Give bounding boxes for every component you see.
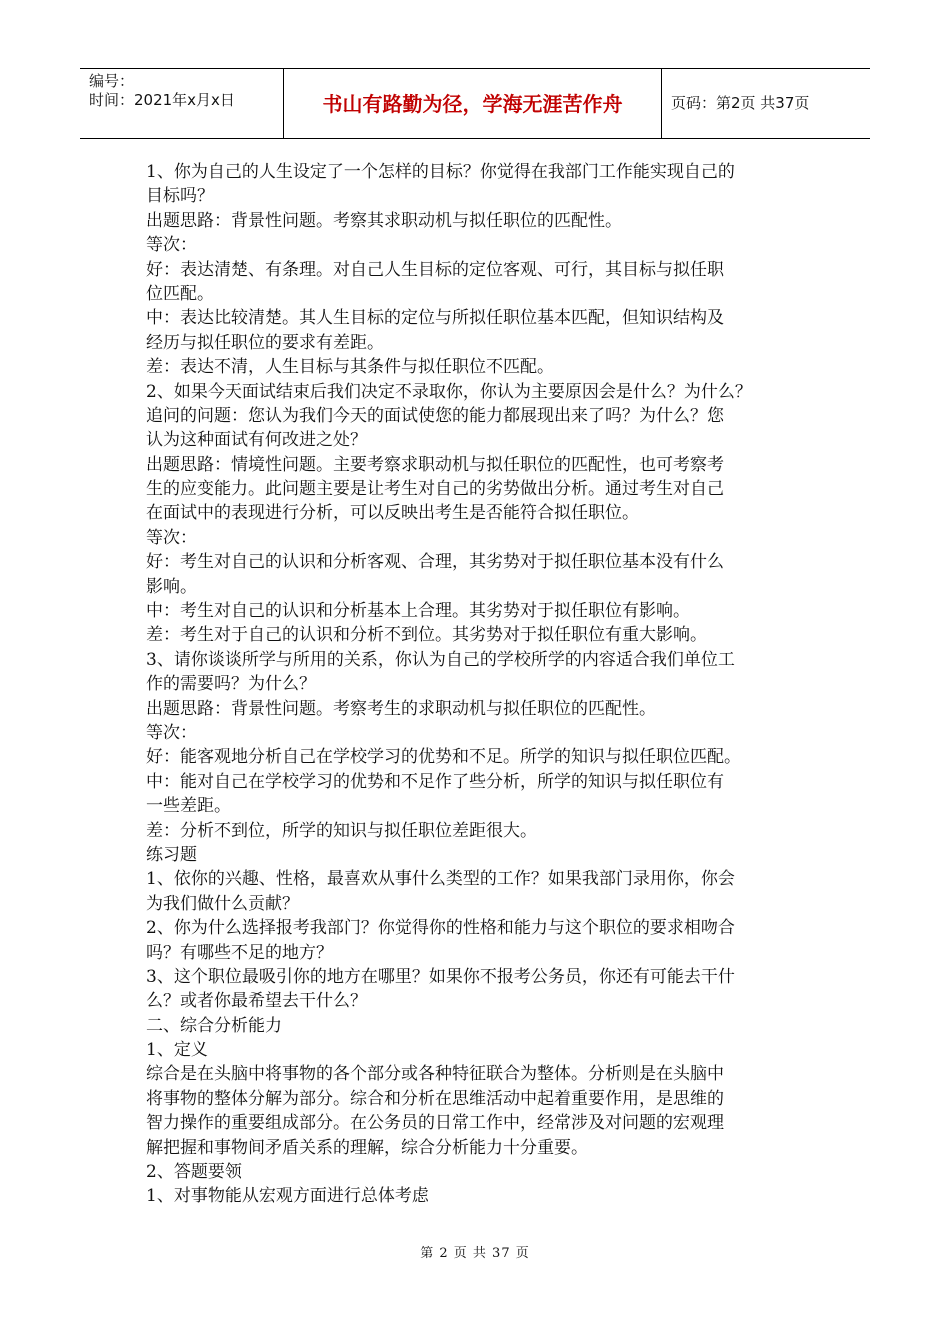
body-text-line: 么？或者你最希望去干什么？ bbox=[146, 991, 367, 1012]
body-text-line: 出题思路：情境性问题。主要考察求职动机与拟任职位的匹配性，也可考察考 bbox=[146, 454, 724, 475]
document-number-label: 编号： bbox=[89, 72, 135, 90]
header-slogan-cell bbox=[284, 69, 662, 138]
body-text-line: 好：考生对自己的认识和分析客观、合理，其劣势对于拟任职位基本没有什么 bbox=[146, 552, 724, 573]
body-text-line: 2、你为什么选择报考我部门？你觉得你的性格和能力与这个职位的要求相吻合 bbox=[146, 918, 735, 939]
body-text-line: 出题思路：背景性问题。考察其求职动机与拟任职位的匹配性。 bbox=[146, 210, 622, 231]
body-text-line: 作的需要吗？为什么？ bbox=[146, 674, 316, 695]
body-text-line: 出题思路：背景性问题。考察考生的求职动机与拟任职位的匹配性。 bbox=[146, 698, 656, 719]
body-text-line: 二、综合分析能力 bbox=[146, 1015, 282, 1036]
body-text-line: 差：分析不到位，所学的知识与拟任职位差距很大。 bbox=[146, 820, 537, 841]
body-text-line: 差：表达不清，人生目标与其条件与拟任职位不匹配。 bbox=[146, 357, 554, 378]
body-text-line: 中：能对自己在学校学习的优势和不足作了些分析，所学的知识与拟任职位有 bbox=[146, 771, 724, 792]
body-text-line: 等次： bbox=[146, 527, 197, 548]
header-page-code: 页码：第2页 共37页 bbox=[671, 94, 810, 112]
body-text-line: 一些差距。 bbox=[146, 796, 231, 817]
body-text-line: 练习题 bbox=[146, 844, 197, 865]
body-text-line: 3、请你谈谈所学与所用的关系，你认为自己的学校所学的内容适合我们单位工 bbox=[146, 649, 735, 670]
body-text-line: 追问的问题：您认为我们今天的面试使您的能力都展现出来了吗？为什么？您 bbox=[146, 405, 724, 426]
body-text-line: 3、这个职位最吸引你的地方在哪里？如果你不报考公务员，你还有可能去干什 bbox=[146, 966, 735, 987]
body-text-line: 等次： bbox=[146, 722, 197, 743]
header-slogan: 书山有路勤为径，学海无涯苦作舟 bbox=[322, 92, 623, 116]
body-text-line: 1、对事物能从宏观方面进行总体考虑 bbox=[146, 1186, 429, 1207]
body-text-line: 认为这种面试有何改进之处？ bbox=[146, 430, 367, 451]
page-footer-number: 第 2 页 共 37 页 bbox=[420, 1246, 530, 1261]
body-text-line: 影响。 bbox=[146, 576, 197, 597]
body-text-line: 差：考生对于自己的认识和分析不到位。其劣势对于拟任职位有重大影响。 bbox=[146, 625, 707, 646]
body-text-line: 为我们做什么贡献？ bbox=[146, 893, 299, 914]
body-text-line: 2、答题要领 bbox=[146, 1162, 242, 1183]
page-header bbox=[80, 68, 870, 139]
body-text-line: 将事物的整体分解为部分。综合和分析在思维活动中起着重要作用，是思维的 bbox=[146, 1088, 724, 1109]
document-time-label: 时间：2021年x月x日 bbox=[89, 91, 235, 109]
body-text-line: 智力操作的重要组成部分。在公务员的日常工作中，经常涉及对问题的宏观理 bbox=[146, 1113, 724, 1134]
body-text-line: 经历与拟任职位的要求有差距。 bbox=[146, 332, 384, 353]
body-text-line: 解把握和事物间矛盾关系的理解，综合分析能力十分重要。 bbox=[146, 1137, 588, 1158]
body-text-line: 生的应变能力。此问题主要是让考生对自己的劣势做出分析。通过考生对自己 bbox=[146, 479, 724, 500]
body-text-line: 中：表达比较清楚。其人生目标的定位与所拟任职位基本匹配，但知识结构及 bbox=[146, 308, 724, 329]
body-text-line: 好：能客观地分析自己在学校学习的优势和不足。所学的知识与拟任职位匹配。 bbox=[146, 747, 741, 768]
body-text-line: 位匹配。 bbox=[146, 283, 214, 304]
body-text-line: 1、你为自己的人生设定了一个怎样的目标？你觉得在我部门工作能实现自己的 bbox=[146, 162, 735, 182]
body-text-line: 等次： bbox=[146, 235, 197, 256]
body-text-line: 综合是在头脑中将事物的各个部分或各种特征联合为整体。分析则是在头脑中 bbox=[146, 1064, 724, 1085]
body-text-line: 中：考生对自己的认识和分析基本上合理。其劣势对于拟任职位有影响。 bbox=[146, 601, 690, 622]
document-body bbox=[146, 160, 816, 1209]
header-meta-cell bbox=[80, 69, 284, 138]
body-text-line: 在面试中的表现进行分析，可以反映出考生是否能符合拟任职位。 bbox=[146, 503, 639, 524]
body-text-line: 1、依你的兴趣、性格，最喜欢从事什么类型的工作？如果我部门录用你，你会 bbox=[146, 869, 735, 890]
body-text-line: 吗？有哪些不足的地方？ bbox=[146, 942, 333, 963]
body-text-line: 好：表达清楚、有条理。对自己人生目标的定位客观、可行，其目标与拟任职 bbox=[146, 259, 724, 280]
body-text-line: 目标吗？ bbox=[146, 186, 214, 207]
header-page-cell bbox=[662, 69, 870, 138]
body-text-line: 1、定义 bbox=[146, 1040, 208, 1061]
body-text-line: 2、如果今天面试结束后我们决定不录取你，你认为主要原因会是什么？为什么？ bbox=[146, 381, 752, 402]
